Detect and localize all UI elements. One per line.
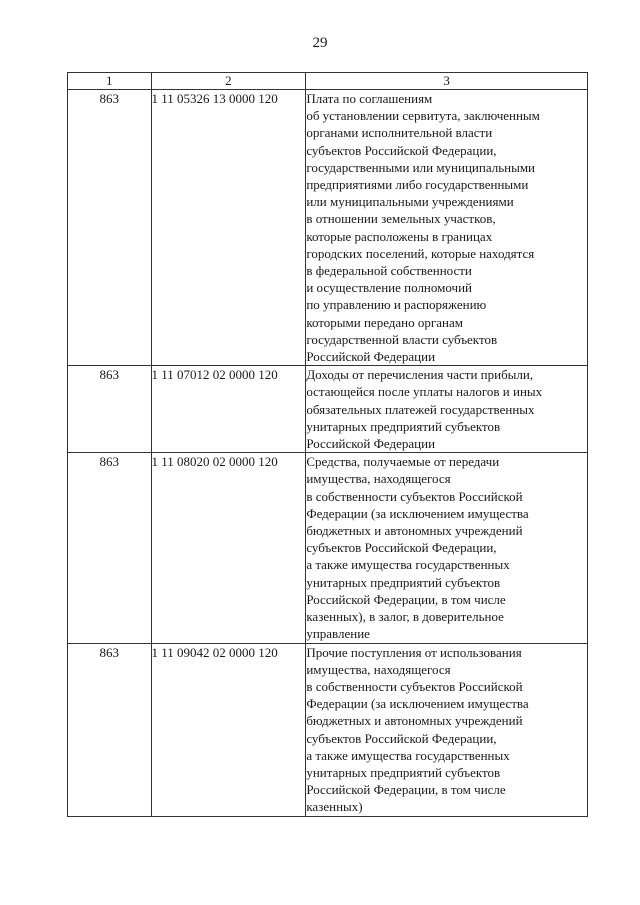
description-line: государственной власти субъектов: [306, 331, 498, 347]
description-line: по управлению и распоряжению: [306, 297, 487, 313]
description-line: остающейся после уплаты налогов и иных: [306, 384, 543, 400]
description-line: и осуществление полномочий: [306, 280, 472, 296]
admin-code-cell: 863: [68, 366, 152, 453]
description-line: об установлении сервитута, заключенным: [306, 108, 540, 124]
description-cell: [306, 90, 588, 366]
description-line: городских поселений, которые находятся: [306, 245, 535, 261]
description-line: бюджетных и автономных учреждений: [306, 523, 523, 539]
description-line: в собственности субъектов Российской: [306, 488, 523, 504]
table-row: [68, 90, 588, 366]
description-line: в федеральной собственности: [306, 263, 472, 279]
description-line: предприятиями либо государственными: [306, 177, 529, 193]
admin-code-cell: 863: [68, 453, 152, 643]
revenue-codes-table: [67, 72, 588, 817]
budget-code-cell: 1 11 09042 02 0000 120: [151, 643, 306, 816]
description-line: Средства, получаемые от передачи: [306, 454, 500, 470]
description-line: казенных): [306, 799, 363, 815]
description-line: субъектов Российской Федерации,: [306, 730, 497, 746]
description-line: субъектов Российской Федерации,: [306, 540, 497, 556]
description-line: а также имущества государственных: [306, 747, 510, 763]
budget-code-cell: 1 11 05326 13 0000 120: [151, 90, 306, 366]
page-number: 29: [312, 35, 328, 51]
description-line: которые расположены в границах: [306, 228, 493, 244]
description-line: казенных), в залог, в доверительное: [306, 609, 504, 625]
description-line: государственными или муниципальными: [306, 159, 536, 175]
description-line: в отношении земельных участков,: [306, 211, 496, 227]
description-line: или муниципальными учреждениями: [306, 194, 514, 210]
description-line: органами исполнительной власти: [306, 125, 493, 141]
description-line: Федерации (за исключением имущества: [306, 696, 529, 712]
description-line: Российской Федерации, в том числе: [306, 591, 506, 607]
description-line: унитарных предприятий субъектов: [306, 418, 501, 434]
description-line: унитарных предприятий субъектов: [306, 764, 501, 780]
description-line: которыми передано органам: [306, 314, 463, 330]
table-row: [68, 366, 588, 453]
description-cell: [306, 453, 588, 643]
table-row: [68, 643, 588, 816]
description-line: имущества, находящегося: [306, 661, 451, 677]
description-line: Федерации (за исключением имущества: [306, 505, 529, 521]
description-line: имущества, находящегося: [306, 471, 451, 487]
description-cell: [306, 643, 588, 816]
description-line: Доходы от перечисления части прибыли,: [306, 367, 534, 383]
description-line: бюджетных и автономных учреждений: [306, 713, 523, 729]
description-line: в собственности субъектов Российской: [306, 678, 523, 694]
description-line: обязательных платежей государственных: [306, 401, 535, 417]
budget-code-cell: 1 11 07012 02 0000 120: [151, 366, 306, 453]
description-line: Российской Федерации, в том числе: [306, 782, 506, 798]
column-header-2: 2: [151, 73, 306, 90]
column-header-3: 3: [306, 73, 588, 90]
column-header-1: 1: [68, 73, 152, 90]
table-header: [68, 73, 588, 90]
description-line: Российской Федерации: [306, 436, 436, 452]
description-line: а также имущества государственных: [306, 557, 510, 573]
description-line: унитарных предприятий субъектов: [306, 574, 501, 590]
table-body: [68, 90, 588, 817]
table-row: [68, 453, 588, 643]
admin-code-cell: 863: [68, 90, 152, 366]
admin-code-cell: 863: [68, 643, 152, 816]
description-line: Российской Федерации: [306, 349, 436, 365]
description-line: субъектов Российской Федерации,: [306, 142, 497, 158]
budget-code-cell: 1 11 08020 02 0000 120: [151, 453, 306, 643]
description-line: Плата по соглашениям: [306, 91, 433, 106]
description-line: управление: [306, 626, 370, 642]
description-line: Прочие поступления от использования: [306, 644, 522, 660]
header-row: [68, 73, 588, 90]
description-cell: [306, 366, 588, 453]
